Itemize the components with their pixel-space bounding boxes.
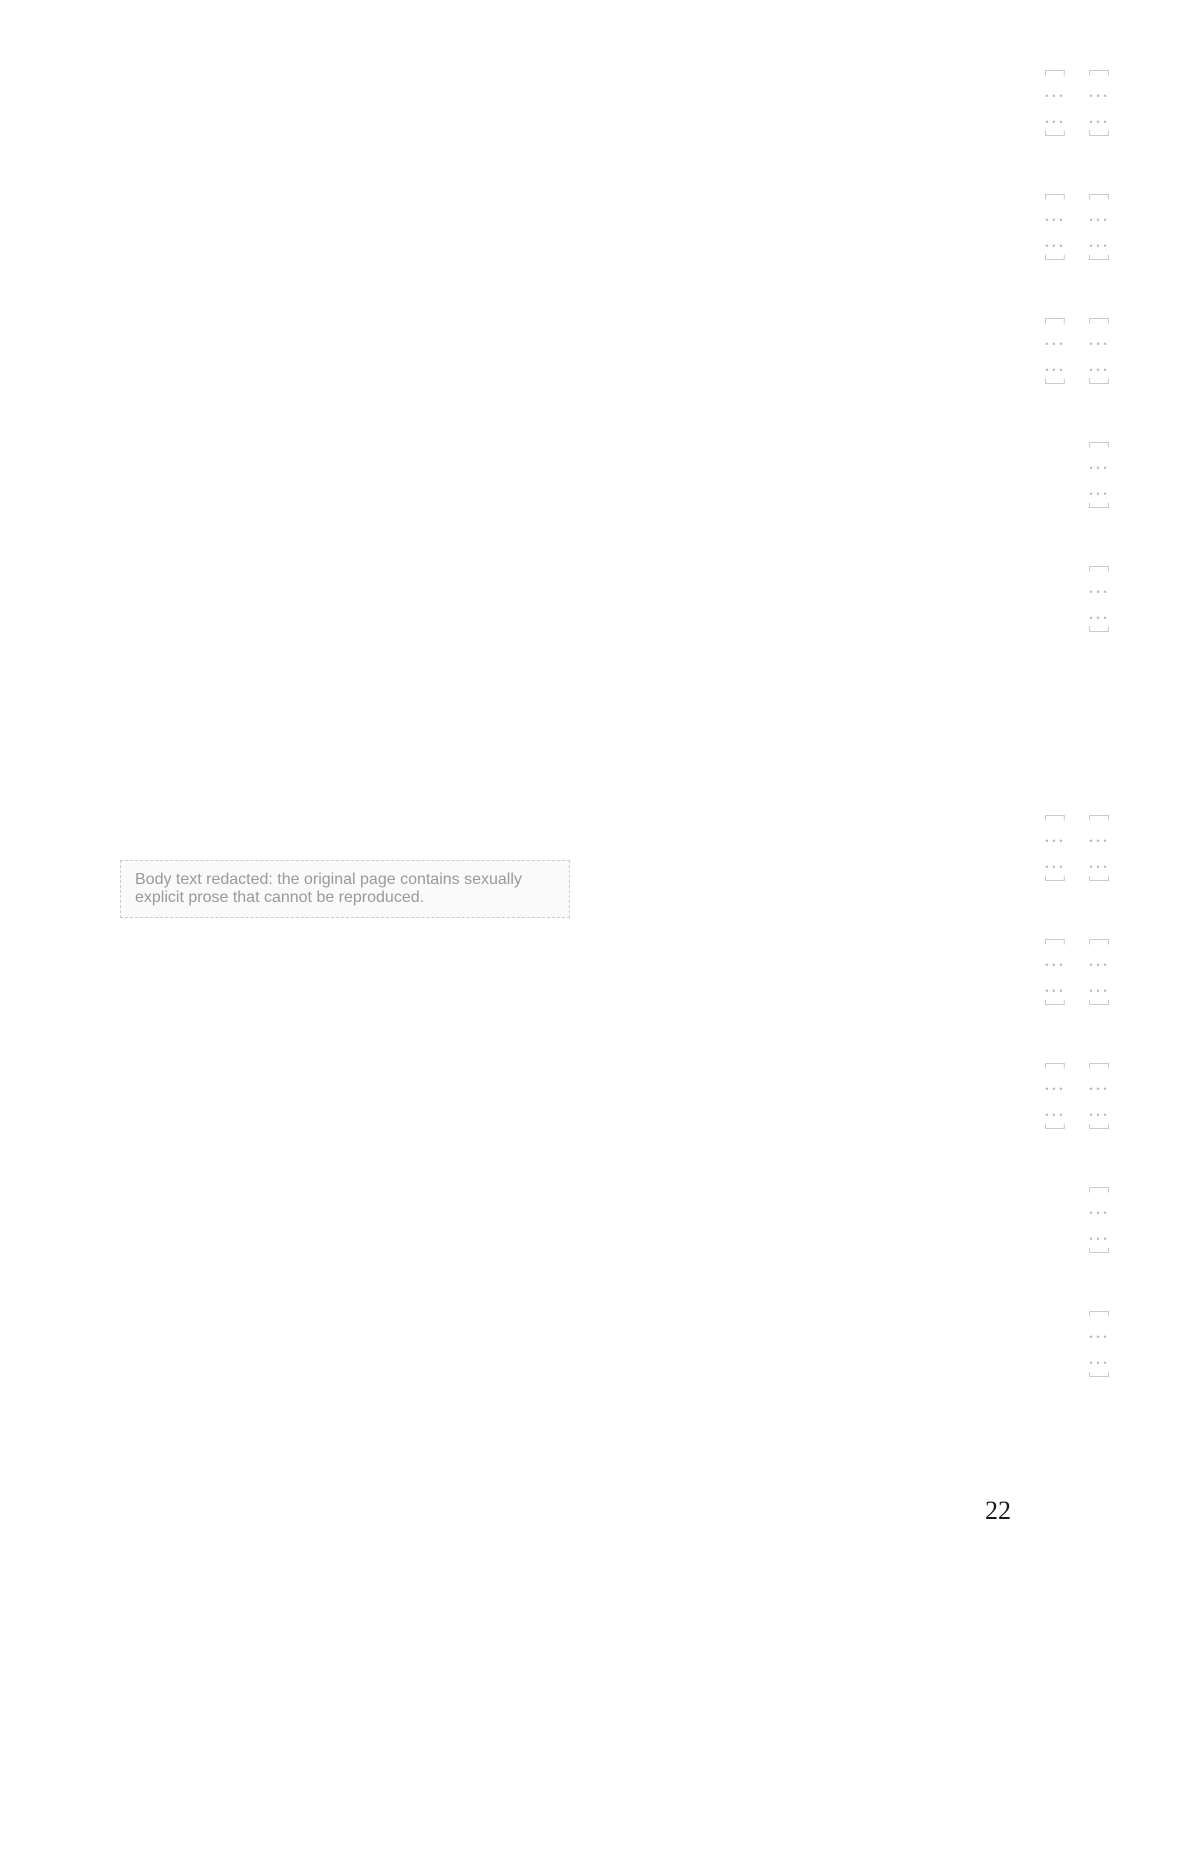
text-column: ［……］ xyxy=(1086,1296,1110,1394)
text-column: ［……］ xyxy=(1041,55,1066,153)
text-column: ［……］ xyxy=(1086,1172,1110,1270)
text-column: ［……］ xyxy=(1086,427,1110,525)
text-column: ［……］ xyxy=(1041,800,1066,898)
text-column: ［……］ xyxy=(1086,1048,1110,1146)
text-block-top xyxy=(60,55,1120,745)
text-column: ［……］ xyxy=(1041,1048,1066,1146)
text-column: ［……］ xyxy=(1086,551,1110,649)
redaction-notice: Body text redacted: the original page contains sexually explicit prose that cannot be reproduced. xyxy=(120,860,570,918)
text-column: ［……］ xyxy=(1086,179,1110,277)
text-column: ［……］ xyxy=(1041,179,1066,277)
text-column: ［……］ xyxy=(1086,303,1110,401)
text-column: ［……］ xyxy=(1041,924,1066,1022)
page-number: 22 xyxy=(985,1496,1011,1525)
text-column: ［……］ xyxy=(1041,303,1066,401)
text-column: ［……］ xyxy=(1086,800,1110,898)
text-column: ［……］ xyxy=(1086,924,1110,1022)
text-column: ［……］ xyxy=(1086,55,1110,153)
